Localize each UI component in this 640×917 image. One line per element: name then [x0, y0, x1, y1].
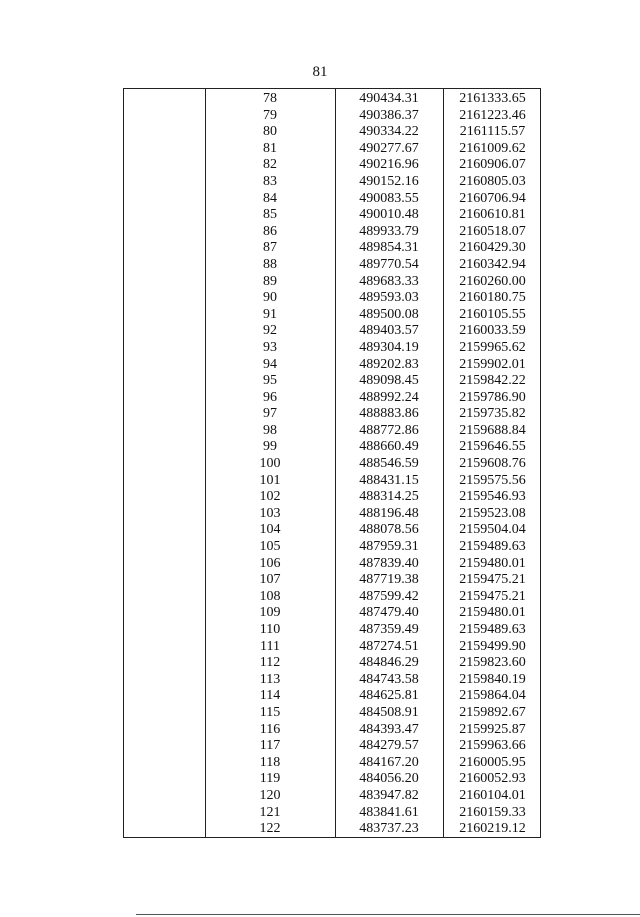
point-number: 122	[259, 821, 281, 837]
table-row	[124, 206, 540, 223]
point-number: 81	[263, 140, 277, 156]
table-row	[124, 754, 540, 771]
table-row	[124, 704, 540, 721]
table-row	[124, 239, 540, 256]
table-body	[124, 90, 540, 837]
y-coordinate: 2160219.12	[459, 821, 526, 837]
y-coordinate: 2159480.01	[459, 555, 526, 571]
x-coordinate: 489403.57	[359, 323, 419, 339]
y-coordinate: 2159963.66	[459, 738, 526, 754]
y-coordinate: 2159735.82	[459, 406, 526, 422]
point-number: 98	[263, 422, 277, 438]
point-number: 90	[263, 290, 277, 306]
point-number: 117	[259, 738, 281, 754]
y-coordinate: 2159688.84	[459, 422, 526, 438]
point-number: 112	[259, 655, 281, 671]
x-coordinate: 489770.54	[359, 256, 419, 272]
y-coordinate: 2160805.03	[459, 173, 526, 189]
y-coordinate: 2160706.94	[459, 190, 526, 206]
table-row	[124, 721, 540, 738]
y-coordinate: 2160104.01	[459, 787, 526, 803]
x-coordinate: 489304.19	[359, 339, 419, 355]
x-coordinate: 490216.96	[359, 157, 419, 173]
x-coordinate: 487719.38	[359, 572, 419, 588]
table-row	[124, 671, 540, 688]
y-coordinate: 2160260.00	[459, 273, 526, 289]
table-row	[124, 90, 540, 107]
y-coordinate: 2161333.65	[459, 91, 526, 106]
point-number: 94	[263, 356, 277, 372]
x-coordinate: 488772.86	[359, 422, 419, 438]
table-row	[124, 273, 540, 290]
x-coordinate: 484393.47	[359, 721, 419, 737]
x-coordinate: 488431.15	[359, 472, 419, 488]
x-coordinate: 488546.59	[359, 456, 419, 472]
point-number: 100	[259, 456, 281, 472]
x-coordinate: 489098.45	[359, 373, 419, 389]
point-number: 91	[263, 306, 277, 322]
table-row	[124, 438, 540, 455]
table-row	[124, 123, 540, 140]
x-coordinate: 484625.81	[359, 688, 419, 704]
point-number: 78	[263, 91, 277, 106]
point-number: 89	[263, 273, 277, 289]
point-number: 87	[263, 240, 277, 256]
x-coordinate: 490277.67	[359, 140, 419, 156]
point-number: 92	[263, 323, 277, 339]
point-number: 120	[259, 787, 281, 803]
x-coordinate: 487479.40	[359, 605, 419, 621]
x-coordinate: 489202.83	[359, 356, 419, 372]
y-coordinate: 2159475.21	[459, 572, 526, 588]
page-bottom-edge	[136, 914, 640, 915]
point-number: 80	[263, 124, 277, 140]
table-row	[124, 538, 540, 555]
x-coordinate: 490334.22	[359, 124, 419, 140]
point-number: 97	[263, 406, 277, 422]
table-row	[124, 389, 540, 406]
x-coordinate: 484846.29	[359, 655, 419, 671]
y-coordinate: 2160159.33	[459, 804, 526, 820]
point-number: 93	[263, 339, 277, 355]
y-coordinate: 2160429.30	[459, 240, 526, 256]
table-row	[124, 289, 540, 306]
point-number: 82	[263, 157, 277, 173]
y-coordinate: 2159965.62	[459, 339, 526, 355]
table-row	[124, 306, 540, 323]
y-coordinate: 2160005.95	[459, 754, 526, 770]
table-row	[124, 322, 540, 339]
y-coordinate: 2159902.01	[459, 356, 526, 372]
point-number: 83	[263, 173, 277, 189]
x-coordinate: 488883.86	[359, 406, 419, 422]
y-coordinate: 2159523.08	[459, 505, 526, 521]
table-row	[124, 422, 540, 439]
x-coordinate: 489683.33	[359, 273, 419, 289]
table-row	[124, 256, 540, 273]
table-row	[124, 173, 540, 190]
y-coordinate: 2159475.21	[459, 588, 526, 604]
y-coordinate: 2159489.63	[459, 622, 526, 637]
x-coordinate: 483947.82	[359, 787, 419, 803]
x-coordinate: 487359.49	[359, 622, 419, 637]
x-coordinate: 489500.08	[359, 306, 419, 322]
table-row	[124, 770, 540, 787]
point-number: 103	[259, 505, 281, 521]
table-row	[124, 190, 540, 207]
table-row	[124, 638, 540, 655]
point-number: 121	[259, 804, 281, 820]
y-coordinate: 2159480.01	[459, 605, 526, 621]
point-number: 95	[263, 373, 277, 389]
table-row	[124, 372, 540, 389]
x-coordinate: 488992.24	[359, 389, 419, 405]
x-coordinate: 490386.37	[359, 107, 419, 123]
y-coordinate: 2160180.75	[459, 290, 526, 306]
point-number: 96	[263, 389, 277, 405]
table-row	[124, 604, 540, 621]
point-number: 115	[259, 704, 281, 720]
point-number: 108	[259, 588, 281, 604]
table-row	[124, 140, 540, 157]
x-coordinate: 490434.31	[359, 91, 419, 106]
y-coordinate: 2160906.07	[459, 157, 526, 173]
table-row	[124, 455, 540, 472]
x-coordinate: 487274.51	[359, 638, 419, 654]
point-number: 101	[259, 472, 281, 488]
point-number: 119	[259, 771, 281, 787]
table-row	[124, 654, 540, 671]
y-coordinate: 2161009.62	[459, 140, 526, 156]
y-coordinate: 2159892.67	[459, 704, 526, 720]
x-coordinate: 483737.23	[359, 821, 419, 837]
point-number: 110	[259, 622, 281, 637]
x-coordinate: 484056.20	[359, 771, 419, 787]
table-row	[124, 223, 540, 240]
point-number: 107	[259, 572, 281, 588]
point-number: 106	[259, 555, 281, 571]
table-row	[124, 737, 540, 754]
table-row	[124, 521, 540, 538]
point-number: 79	[263, 107, 277, 123]
point-number: 86	[263, 223, 277, 239]
point-number: 114	[259, 688, 281, 704]
y-coordinate: 2161115.57	[459, 124, 526, 140]
table-row	[124, 505, 540, 522]
point-number: 88	[263, 256, 277, 272]
x-coordinate: 484743.58	[359, 671, 419, 687]
y-coordinate: 2160105.55	[459, 306, 526, 322]
point-number: 111	[260, 638, 280, 654]
y-coordinate: 2159489.63	[459, 539, 526, 555]
table-row	[124, 107, 540, 124]
y-coordinate: 2160342.94	[459, 256, 526, 272]
y-coordinate: 2159864.04	[459, 688, 526, 704]
x-coordinate: 488196.48	[359, 505, 419, 521]
table-row	[124, 588, 540, 605]
y-coordinate: 2160033.59	[459, 323, 526, 339]
y-coordinate: 2159504.04	[459, 522, 526, 538]
x-coordinate: 488660.49	[359, 439, 419, 455]
x-coordinate: 489933.79	[359, 223, 419, 239]
y-coordinate: 2159925.87	[459, 721, 526, 737]
point-number: 104	[259, 522, 281, 538]
y-coordinate: 2159840.19	[459, 671, 526, 687]
table-row	[124, 571, 540, 588]
x-coordinate: 484508.91	[359, 704, 419, 720]
y-coordinate: 2159646.55	[459, 439, 526, 455]
x-coordinate: 487839.40	[359, 555, 419, 571]
table-row	[124, 356, 540, 373]
y-coordinate: 2159575.56	[459, 472, 526, 488]
point-number: 102	[259, 489, 281, 505]
point-number: 113	[259, 671, 281, 687]
y-coordinate: 2159842.22	[459, 373, 526, 389]
y-coordinate: 2160052.93	[459, 771, 526, 787]
x-coordinate: 490083.55	[359, 190, 419, 206]
point-number: 85	[263, 207, 277, 223]
table-row	[124, 687, 540, 704]
y-coordinate: 2159546.93	[459, 489, 526, 505]
table-row	[124, 787, 540, 804]
x-coordinate: 489593.03	[359, 290, 419, 306]
y-coordinate: 2159499.90	[459, 638, 526, 654]
y-coordinate: 2160610.81	[459, 207, 526, 223]
table-row	[124, 488, 540, 505]
x-coordinate: 490010.48	[359, 207, 419, 223]
x-coordinate: 483841.61	[359, 804, 419, 820]
point-number: 118	[259, 754, 281, 770]
y-coordinate: 2159608.76	[459, 456, 526, 472]
point-number: 84	[263, 190, 277, 206]
x-coordinate: 487599.42	[359, 588, 419, 604]
y-coordinate: 2161223.46	[459, 107, 526, 123]
point-number: 99	[263, 439, 277, 455]
x-coordinate: 484279.57	[359, 738, 419, 754]
table-row	[124, 820, 540, 837]
coordinate-table	[123, 88, 541, 838]
point-number: 109	[259, 605, 281, 621]
x-coordinate: 488078.56	[359, 522, 419, 538]
table-row	[124, 156, 540, 173]
table-row	[124, 472, 540, 489]
y-coordinate: 2159786.90	[459, 389, 526, 405]
point-number: 116	[259, 721, 281, 737]
table-row	[124, 339, 540, 356]
page-number: 81	[312, 64, 328, 80]
table-row	[124, 804, 540, 821]
x-coordinate: 490152.16	[359, 173, 419, 189]
x-coordinate: 489854.31	[359, 240, 419, 256]
y-coordinate: 2160518.07	[459, 223, 526, 239]
table-row	[124, 555, 540, 572]
x-coordinate: 484167.20	[359, 754, 419, 770]
point-number: 105	[259, 539, 281, 555]
x-coordinate: 488314.25	[359, 489, 419, 505]
x-coordinate: 487959.31	[359, 539, 419, 555]
table-row	[124, 621, 540, 638]
table-row	[124, 405, 540, 422]
y-coordinate: 2159823.60	[459, 655, 526, 671]
